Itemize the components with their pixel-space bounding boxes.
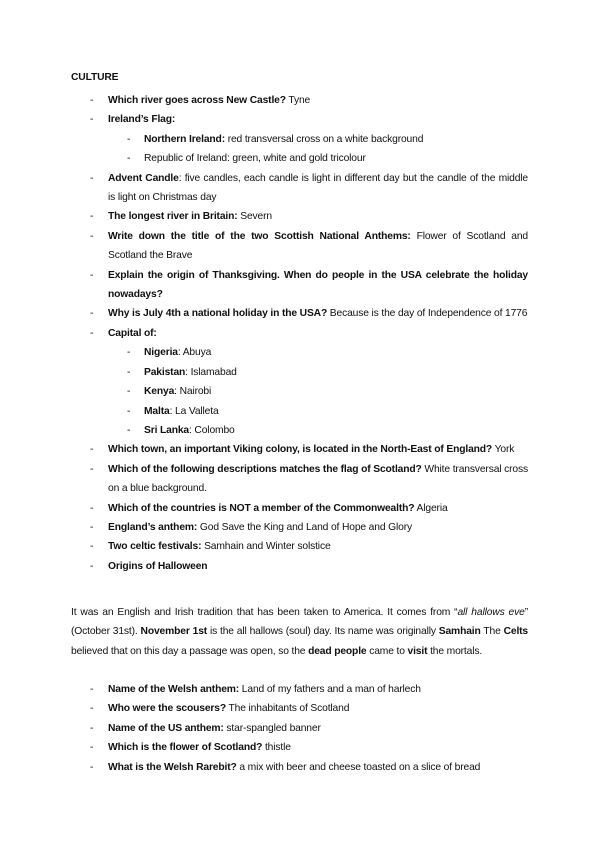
question: Which river goes across New Castle? bbox=[108, 95, 286, 106]
paragraph-text: is the all hallows (soul) day. Its name was originally bbox=[207, 626, 439, 638]
answer: : Nairobi bbox=[174, 386, 212, 398]
list-item bbox=[71, 537, 528, 556]
question: Name of the US anthem: bbox=[108, 722, 224, 734]
list-item bbox=[71, 266, 528, 305]
paragraph-text: the mortals. bbox=[427, 645, 483, 657]
question: What is the Welsh Rarebit? bbox=[108, 761, 237, 773]
list-item bbox=[71, 110, 528, 168]
question: Why is July 4th a national holiday in the USA? bbox=[108, 308, 328, 320]
question: Which of the countries is NOT a member of the Commonwealth? bbox=[108, 502, 415, 514]
list-item bbox=[71, 440, 528, 459]
answer: Land of my fathers and a man of harlech bbox=[239, 684, 421, 695]
answer: thistle bbox=[262, 742, 291, 754]
list-item bbox=[71, 499, 528, 518]
answer: : five candles, each candle is light in different day but the candle of the middle is light on Christmas day bbox=[108, 172, 529, 204]
sub-list-item bbox=[108, 130, 528, 149]
sub-list-item bbox=[108, 402, 528, 421]
question: Explain the origin of Thanksgiving. When do people in the USA celebrate the holiday nowadays? bbox=[108, 269, 528, 301]
sub-list-item bbox=[108, 363, 528, 382]
list-item bbox=[71, 518, 528, 537]
question: The longest river in Britain: bbox=[108, 211, 238, 223]
question: Pakistan bbox=[144, 366, 186, 378]
answer: a mix with beer and cheese toasted on a slice of bread bbox=[236, 761, 481, 773]
sub-list bbox=[108, 130, 528, 169]
list-item bbox=[71, 758, 528, 777]
answer: Republic of Ireland: green, white and gold tricolour bbox=[144, 153, 366, 165]
paragraph-text: It was an English and Irish tradition that has been taken to America. It comes from “ bbox=[71, 607, 458, 618]
question: England’s anthem: bbox=[108, 521, 198, 533]
question: Which is the flower of Scotland? bbox=[108, 742, 263, 754]
paragraph-text: The bbox=[480, 626, 504, 638]
list-item bbox=[71, 719, 528, 738]
paragraph-italic: all hallows eve bbox=[457, 607, 525, 618]
culture-question-list bbox=[71, 91, 528, 576]
question: Malta bbox=[144, 405, 170, 417]
list-item bbox=[71, 207, 528, 226]
culture-question-list-2 bbox=[71, 680, 528, 777]
question: Who were the scousers? bbox=[108, 703, 227, 715]
answer: White transversal cross on a blue background. bbox=[108, 463, 528, 495]
answer: The inhabitants of Scotland bbox=[226, 703, 350, 715]
question: Which town, an important Viking colony, is located in the North-East of England? bbox=[108, 444, 493, 456]
list-item bbox=[71, 699, 528, 718]
question: Ireland’s Flag: bbox=[108, 114, 176, 126]
answer: star-spangled banner bbox=[223, 722, 321, 734]
paragraph-text: came to bbox=[366, 645, 408, 657]
answer: Tyne bbox=[285, 95, 311, 106]
answer: Severn bbox=[237, 211, 272, 223]
question: Which of the following descriptions matches the flag of Scotland? bbox=[108, 463, 422, 475]
question: Advent Candle bbox=[108, 172, 179, 184]
list-item bbox=[71, 91, 528, 110]
list-item bbox=[71, 169, 528, 208]
question: Two celtic festivals: bbox=[108, 541, 202, 553]
list-item bbox=[71, 680, 528, 699]
answer: God Save the King and Land of Hope and Glory bbox=[197, 521, 412, 533]
answer: : La Valleta bbox=[169, 405, 219, 417]
question: Sri Lanka bbox=[144, 424, 190, 436]
paragraph-text: ” (October 31st). bbox=[71, 607, 528, 638]
answer: red transversal cross on a white background bbox=[224, 133, 424, 145]
paragraph-bold: Samhain bbox=[438, 626, 481, 638]
question: Name of the Welsh anthem: bbox=[108, 684, 240, 695]
sub-list-item bbox=[108, 343, 528, 362]
question: Kenya bbox=[144, 386, 175, 398]
sub-list-item bbox=[108, 149, 528, 168]
question: Northern Ireland: bbox=[144, 133, 225, 145]
answer: York bbox=[492, 444, 515, 456]
list-item bbox=[71, 738, 528, 757]
paragraph-bold: November 1st bbox=[140, 626, 208, 638]
answer: Flower of Scotland and Scotland the Brave bbox=[108, 230, 528, 262]
question: Nigeria bbox=[144, 347, 178, 359]
paragraph-bold: visit bbox=[407, 645, 428, 657]
paragraph-text: believed that on this day a passage was open, so the bbox=[71, 645, 309, 657]
question: Write down the title of the two Scottish National Anthems: bbox=[108, 230, 411, 242]
answer: Because is the day of Independence of 1776 bbox=[327, 308, 528, 320]
answer: : Abuya bbox=[177, 347, 212, 359]
list-item bbox=[71, 304, 528, 323]
sub-list-item bbox=[108, 421, 528, 440]
paragraph-bold: Celts bbox=[503, 626, 529, 638]
list-item bbox=[71, 324, 528, 440]
question: Origins of Halloween bbox=[108, 560, 208, 572]
list-item bbox=[71, 460, 528, 499]
list-item bbox=[71, 557, 528, 576]
halloween-paragraph bbox=[71, 603, 528, 661]
list-item bbox=[71, 227, 528, 266]
answer: Samhain and Winter solstice bbox=[201, 541, 331, 553]
sub-list bbox=[108, 343, 528, 440]
question: Capital of: bbox=[108, 327, 157, 339]
answer: : Islamabad bbox=[185, 366, 237, 378]
answer: Algeria bbox=[414, 502, 448, 514]
page-title: CULTURE bbox=[71, 72, 119, 83]
paragraph-bold: dead people bbox=[308, 645, 367, 657]
sub-list-item bbox=[108, 382, 528, 401]
answer: : Colombo bbox=[189, 424, 235, 436]
